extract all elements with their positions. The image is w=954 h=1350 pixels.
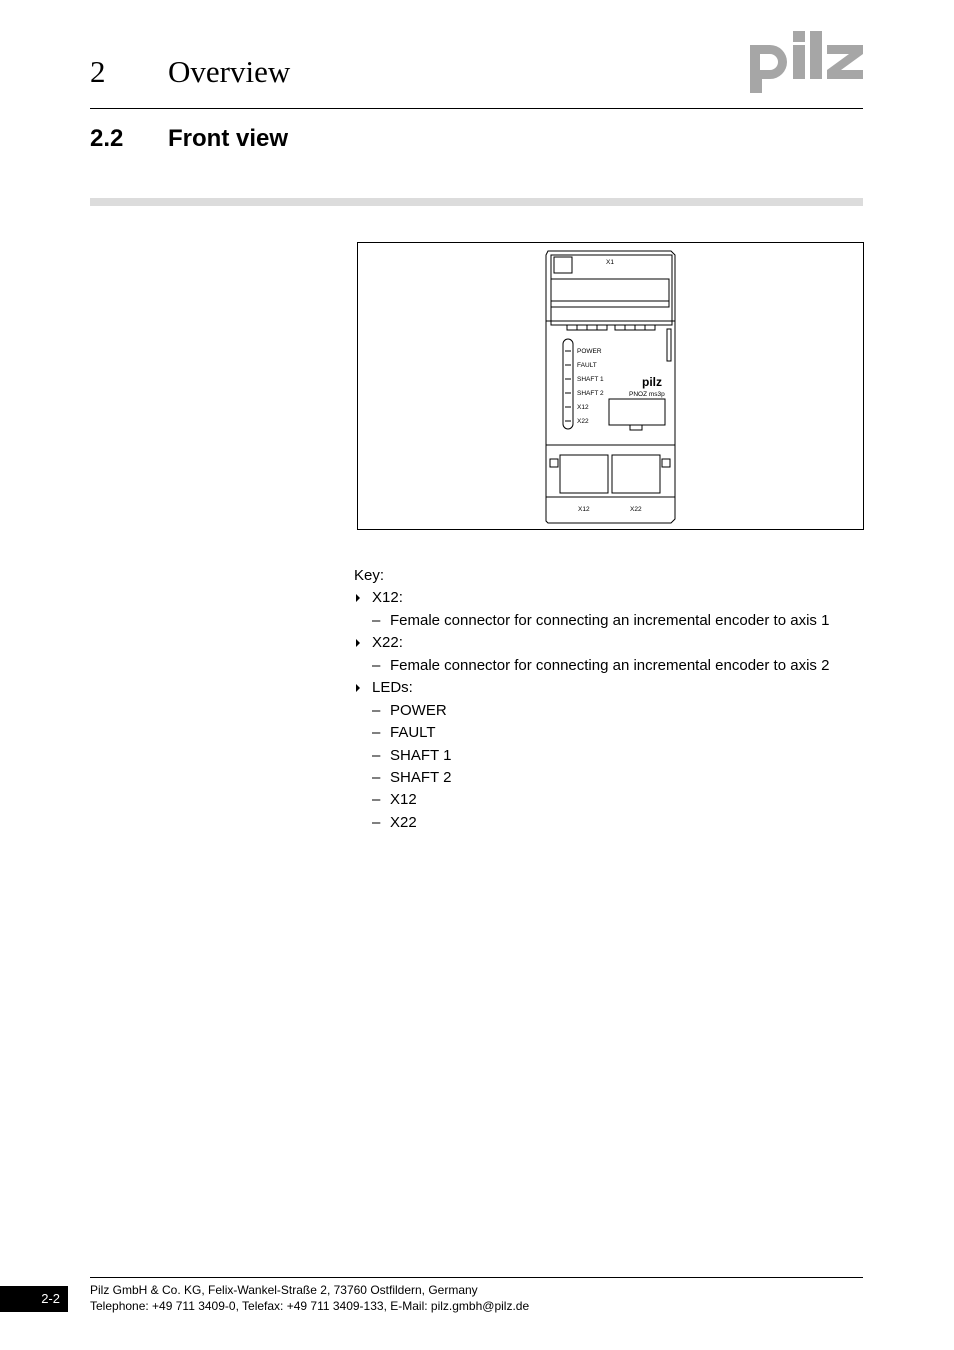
key-item-detail: [354, 813, 417, 833]
key-detail-text: SHAFT 1: [390, 747, 452, 764]
label-x22-led: X22: [577, 418, 589, 425]
header-rule: [90, 108, 863, 109]
bullet-arrow-icon: [356, 639, 360, 647]
label-bottom-x22: X22: [630, 506, 642, 513]
key-item-x12: [354, 588, 403, 608]
page-number: 2-2: [0, 1286, 68, 1312]
label-shaft1: SHAFT 1: [577, 376, 604, 383]
section-title: Front view: [168, 125, 289, 152]
key-item-x22: [354, 633, 403, 653]
bullet-arrow-icon: [356, 594, 360, 602]
label-model: PNOZ ms3p: [629, 391, 665, 398]
key-detail-text: Female connector for connecting an incremental encoder to axis 2: [390, 657, 830, 674]
key-item-label: LEDs:: [372, 679, 413, 696]
pilz-logo: [746, 28, 866, 96]
section-divider-bar: [90, 198, 863, 206]
dash-icon: –: [372, 724, 381, 741]
key-item-leds: [354, 678, 413, 698]
key-detail-text: X12: [390, 791, 417, 808]
label-x12-led: X12: [577, 404, 589, 411]
key-item-detail: [354, 656, 829, 676]
dash-icon: –: [372, 814, 381, 831]
key-detail-text: POWER: [390, 702, 447, 719]
key-detail-text: Female connector for connecting an incremental encoder to axis 1: [390, 612, 830, 629]
key-item-detail: [354, 701, 447, 721]
key-item-detail: [354, 790, 417, 810]
label-power: POWER: [577, 348, 602, 355]
label-x1: X1: [606, 259, 614, 266]
key-item-label: X12:: [372, 589, 403, 606]
bullet-arrow-icon: [356, 684, 360, 692]
device-drawing: [358, 243, 863, 529]
dash-icon: –: [372, 769, 381, 786]
key-list: [354, 566, 830, 831]
key-detail-text: SHAFT 2: [390, 769, 452, 786]
chapter-number: 2: [90, 54, 106, 89]
label-shaft2: SHAFT 2: [577, 390, 604, 397]
key-detail-text: X22: [390, 814, 417, 831]
dash-icon: –: [372, 791, 381, 808]
footer-address: Pilz GmbH & Co. KG, Felix-Wankel-Straße 2, 73760 Ostfildern, Germany: [90, 1283, 478, 1297]
label-fault: FAULT: [577, 362, 597, 369]
key-detail-text: FAULT: [390, 724, 436, 741]
section-number: 2.2: [90, 125, 124, 152]
chapter-title: Overview: [168, 54, 291, 89]
dash-icon: –: [372, 657, 381, 674]
front-view-figure: [357, 242, 864, 530]
key-item-label: X22:: [372, 634, 403, 651]
key-item-detail: [354, 723, 436, 743]
dash-icon: –: [372, 747, 381, 764]
dash-icon: –: [372, 702, 381, 719]
key-item-detail: [354, 611, 829, 631]
label-brand: pilz: [642, 375, 662, 389]
dash-icon: –: [372, 612, 381, 629]
label-bottom-x12: X12: [578, 506, 590, 513]
key-item-detail: [354, 768, 451, 788]
key-title: Key:: [354, 567, 385, 584]
footer-rule: [90, 1277, 863, 1278]
key-item-detail: [354, 746, 451, 766]
footer-contact: Telephone: +49 711 3409-0, Telefax: +49 711 3409-133, E-Mail: pilz.gmbh@pilz.de: [90, 1299, 530, 1313]
